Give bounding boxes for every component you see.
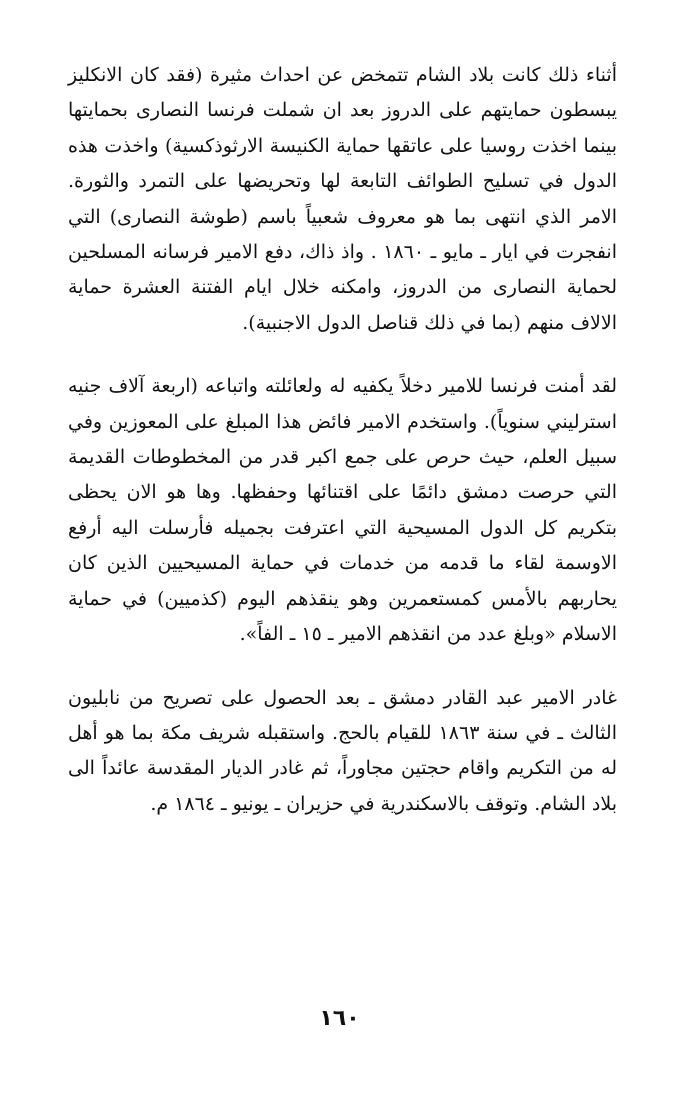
- paragraph-1: أثناء ذلك كانت بلاد الشام تتمخض عن احداث مثيرة (فقد كان الانكليز يبسطون حمايتهم على الدروز بعد ان شملت فرنسا النصارى بحمايتها بينما اخذت روسيا على عاتقها حماية الكنيسة الارثوذكسية) واخذت هذه الدول في تسليح الطوائف التابعة لها وتحريضها على التمرد والثورة. الامر الذي انتهى بما هو معروف شعبياً باسم (طوشة النصارى) التي انفجرت في ايار ـ مايو ـ ١٨٦٠ . واذ ذاك، دفع الامير فرسانه المسلحين لحماية النصارى من الدروز، وامكنه خلال ايام الفتنة العشرة حماية الالاف منهم (بما في ذلك قناصل الدول الاجنبية).: [68, 64, 617, 334]
- paragraph-3: غادر الامير عبد القادر دمشق ـ بعد الحصول على تصريح من نابليون الثالث ـ في سنة ١٨٦٣ للقيام بالحج. واستقبله شريف مكة بما هو أهل له من التكريم واقام حجتين مجاوراً، ثم غادر الديار المقدسة عائداً الى بلاد الشام. وتوقف بالاسكندرية في حزيران ـ يونيو ـ ١٨٦٤ م.: [68, 686, 617, 815]
- paragraph-2: لقد أمنت فرنسا للامير دخلاً يكفيه له ولعائلته واتباعه (اربعة آلاف جنيه استرليني سنوياً). واستخدم الامير فائض هذا المبلغ على المعوزين وفي سبيل العلم، حيث حرص على جمع اكبر قدر من المخطوطات القديمة التي حرصت دمشق دائمًا على اقتنائها وحفظها. وها هو الان يحظى بتكريم كل الدول المسيحية التي اعترفت بجميله فأرسلت اليه أرفع الاوسمة لقاء ما قدمه من خدمات في حماية المسيحيين الذين كان يحاربهم بالأمس كمستعمرين وهو ينقذهم اليوم (كذميين) في حماية الاسلام «وبلغ عدد من انقذهم الامير ـ ١٥ ـ الفاً».: [68, 375, 617, 646]
- page-number: ١٦٠: [319, 1006, 360, 1031]
- body-text: [68, 58, 617, 822]
